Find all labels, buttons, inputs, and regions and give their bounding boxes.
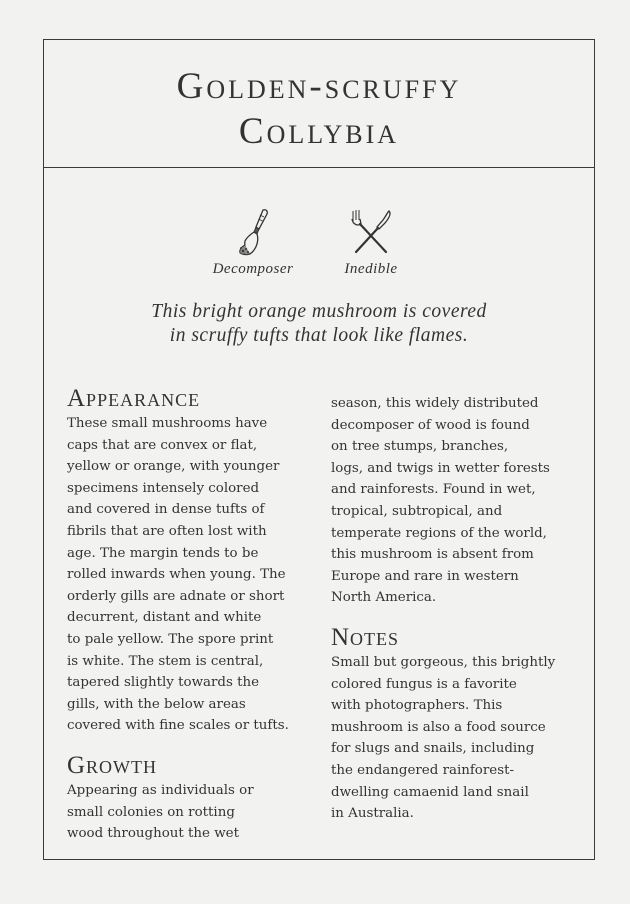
text-line: tropical, subtropical, and xyxy=(331,503,503,519)
title-line-1: Golden-scruffy xyxy=(176,66,462,107)
badge-inedible xyxy=(316,207,426,278)
notes-heading: Notes xyxy=(331,623,400,651)
text-line: small colonies on rotting xyxy=(67,804,235,820)
notes-text xyxy=(331,652,581,825)
tagline xyxy=(44,300,594,348)
text-line: temperate regions of the world, xyxy=(331,525,547,541)
text-line: fibrils that are often lost with xyxy=(67,523,267,539)
text-line: decomposer of wood is found xyxy=(331,417,530,433)
text-line: for slugs and snails, including xyxy=(331,741,535,757)
text-line: dwelling camaenid land snail xyxy=(331,784,529,800)
text-line: is white. The stem is central, xyxy=(67,653,264,669)
text-line: North America. xyxy=(331,590,437,606)
text-line: gills, with the below areas xyxy=(67,696,246,712)
text-line: tapered slightly towards the xyxy=(67,675,260,691)
text-line: yellow or orange, with younger xyxy=(67,459,280,475)
text-line: logs, and twigs in wetter forests xyxy=(331,460,550,476)
text-line: specimens intensely colored xyxy=(67,480,260,496)
growth-heading: Growth xyxy=(67,751,158,779)
text-line: rolled inwards when young. The xyxy=(67,567,286,583)
text-line: wood throughout the wet xyxy=(67,826,239,842)
text-line: mushroom is also a food source xyxy=(331,719,546,735)
badge-label-inedible: Inedible xyxy=(344,261,398,277)
text-line: orderly gills are adnate or short xyxy=(67,588,285,604)
tagline-line-1: This bright orange mushroom is covered xyxy=(151,301,487,322)
text-line: this mushroom is absent from xyxy=(331,547,534,563)
text-line: age. The margin tends to be xyxy=(67,545,259,561)
badge-label-decomposer: Decomposer xyxy=(212,261,294,277)
appearance-text xyxy=(67,413,317,737)
title-line-2: Collybia xyxy=(238,111,400,152)
text-line: on tree stumps, branches, xyxy=(331,439,509,455)
text-line: in Australia. xyxy=(331,806,414,822)
crossed-knife-fork-icon xyxy=(341,207,401,259)
growth-text-right xyxy=(331,393,581,609)
text-line: and rainforests. Found in wet, xyxy=(331,482,536,498)
right-column xyxy=(331,393,581,825)
text-line: Small but gorgeous, this brightly xyxy=(331,654,556,670)
badge-row xyxy=(44,207,594,287)
trowel-icon xyxy=(223,207,283,259)
text-line: colored fungus is a favorite xyxy=(331,676,517,692)
growth-text-left xyxy=(67,780,317,845)
text-line: These small mushrooms have xyxy=(67,416,268,431)
text-line: Europe and rare in western xyxy=(331,568,519,584)
text-line: covered with fine scales or tufts. xyxy=(67,718,289,734)
title-band xyxy=(44,40,594,168)
badge-decomposer xyxy=(198,207,308,278)
left-column xyxy=(67,385,317,845)
text-line: to pale yellow. The spore print xyxy=(67,631,274,647)
text-line: and covered in dense tufts of xyxy=(67,502,265,518)
species-card xyxy=(43,39,595,860)
text-line: season, this widely distributed xyxy=(331,396,539,411)
text-line: Appearing as individuals or xyxy=(67,782,254,798)
tagline-line-2: in scruffy tufts that look like flames. xyxy=(169,325,469,346)
appearance-heading: Appearance xyxy=(67,385,201,412)
text-line: caps that are convex or flat, xyxy=(67,437,258,453)
text-line: with photographers. This xyxy=(331,698,503,714)
text-line: the endangered rainforest- xyxy=(331,762,514,778)
text-line: decurrent, distant and white xyxy=(67,610,262,626)
